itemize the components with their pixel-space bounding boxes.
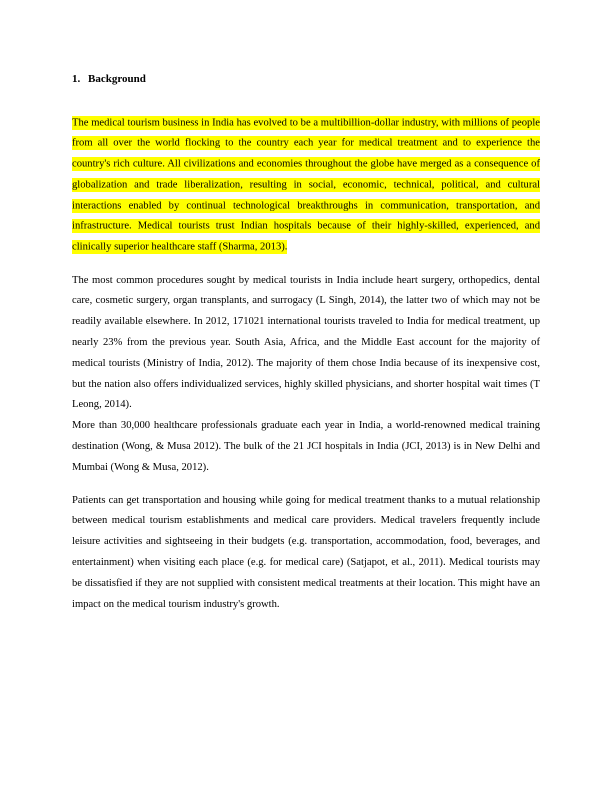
paragraph: Patients can get transportation and housing while going for medical treatment thanks to a mutual relationship between medical tourism establishments and medical care providers. Medical travelers frequently include leisure activities and sightseeing in their budgets (e.g. transportation, accommodation, food, beverages, and entertainment) when visiting each place (e.g. for medical care) (Satjapot, et al., 2011). Medical tourists may be dissatisfied if they are not supplied with consistent medical treatments at their location. This might have an impact on the medical tourism industry's growth. <box>72 494 540 610</box>
section-heading <box>72 72 540 86</box>
section-number: 1. <box>72 73 81 85</box>
paragraph: More than 30,000 healthcare professionals graduate each year in India, a world-renowned medical training destination (Wong, & Musa 2012). The bulk of the 21 JCI hospitals in India (JCI, 2013) is in New Delhi and Mumbai (Wong & Musa, 2012). <box>72 420 540 473</box>
paragraph: The most common procedures sought by medical tourists in India include heart surgery, orthopedics, dental care, cosmetic surgery, organ transplants, and surrogacy (L Singh, 2014), the latter two of which may not be readily available elsewhere. In 2012, 171021 international tourists traveled to India for medical treatment, up nearly 23% from the previous year. South Asia, Africa, and the Middle East account for the majority of medical tourists (Ministry of India, 2012). The majority of them chose India because of its inexpensive cost, but the nation also offers individualized services, highly skilled physicians, and shorter hospital wait times (T Leong, 2014). <box>72 274 540 411</box>
paragraph-highlighted <box>72 113 540 259</box>
document-body <box>72 72 540 615</box>
text-highlight: The medical tourism business in India has evolved to be a multibillion-dollar industry, with millions of people from all over the world flocking to the country each year for medical treatment and to experience the country's rich culture. All civilizations and economies throughout the globe have merged as a consequence of globalization and trade liberalization, resulting in social, economic, technical, political, and cultural interactions enabled by continual technological breakthroughs in communication, transportation, and infrastructure. Medical tourists trust Indian hospitals because of their highly-skilled, experienced, and clinically superior healthcare staff (Sharma, 2013). <box>72 117 540 253</box>
section-title: Background <box>88 73 146 85</box>
